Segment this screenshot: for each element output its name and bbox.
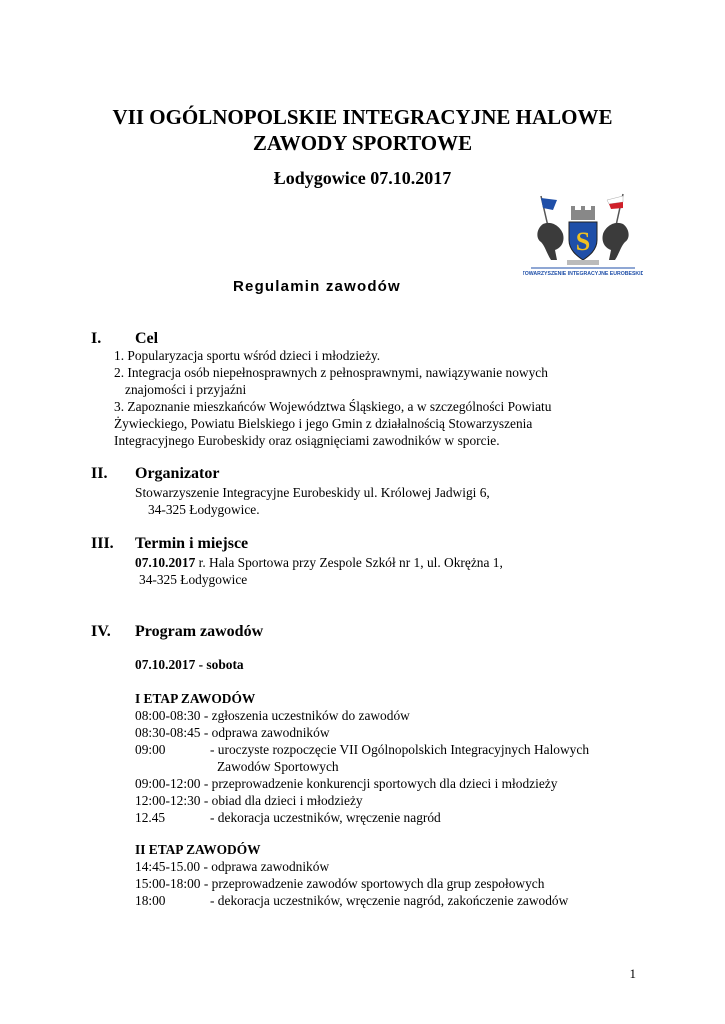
section-number-3: III.	[91, 535, 114, 552]
row-text: - odprawa zawodników	[200, 725, 330, 740]
etap-2-row	[135, 892, 568, 909]
row-text: - odprawa zawodników	[200, 859, 330, 874]
regulamin-heading: Regulamin zawodów	[233, 278, 401, 295]
association-logo	[523, 188, 643, 280]
cel-line-4: 3. Zapoznanie mieszkańców Województwa Śląskiego, a w szczególności Powiatu	[114, 399, 552, 414]
cel-line-3: znajomości i przyjaźni	[125, 382, 247, 397]
termin-line-1	[135, 554, 503, 571]
etap-2-title: II ETAP ZAWODÓW	[135, 842, 261, 857]
etap-1-row-continued: Zawodów Sportowych	[217, 759, 339, 774]
row-time: 15:00-18:00	[135, 876, 201, 891]
etap-1-title: I ETAP ZAWODÓW	[135, 691, 256, 706]
etap-1-row	[135, 707, 410, 724]
row-time: 08:00-08:30	[135, 708, 201, 723]
cel-line-2: 2. Integracja osób niepełnosprawnych z pełnosprawnymi, nawiązywanie nowych	[114, 365, 548, 380]
termin-date: 07.10.2017	[135, 555, 196, 570]
section-number-1: I.	[91, 330, 102, 347]
row-text: - dekoracja uczestników, wręczenie nagród, zakończenie zawodów	[210, 893, 569, 908]
program-day: 07.10.2017 - sobota	[135, 657, 244, 672]
section-title-organizator: Organizator	[135, 465, 220, 482]
row-text: - dekoracja uczestników, wręczenie nagród	[210, 810, 441, 825]
row-text: - przeprowadzenie konkurencji sportowych dla dzieci i młodzieży	[200, 776, 558, 791]
row-text: - uroczyste rozpoczęcie VII Ogólnopolskich Integracyjnych Halowych	[210, 742, 590, 757]
cel-line-5: Żywieckiego, Powiatu Bielskiego i jego Gmin z działalnością Stowarzyszenia	[114, 416, 533, 431]
section-title-program: Program zawodów	[135, 623, 264, 640]
row-time: 08:30-08:45	[135, 725, 201, 740]
row-time: 12.45	[135, 810, 166, 825]
cel-line-1: 1. Popularyzacja sportu wśród dzieci i młodzieży.	[114, 348, 381, 363]
organizator-line-1: Stowarzyszenie Integracyjne Eurobeskidy ul. Królowej Jadwigi 6,	[135, 485, 490, 500]
section-title-cel: Cel	[135, 330, 159, 347]
etap-1-row	[135, 724, 330, 741]
row-time: 09:00-12:00	[135, 776, 201, 791]
termin-line-2: 34-325 Łodygowice	[139, 572, 248, 587]
etap-1-row	[135, 741, 589, 758]
organizator-line-2: 34-325 Łodygowice.	[148, 502, 260, 517]
row-text: - obiad dla dzieci i młodzieży	[200, 793, 363, 808]
section-title-termin: Termin i miejsce	[135, 535, 249, 552]
cel-line-6: Integracyjnego Eurobeskidy oraz osiągnięciami zawodników w sporcie.	[114, 433, 500, 448]
etap-2-row	[135, 875, 544, 892]
logo-caption: STOWARZYSZENIE INTEGRACYJNE EUROBESKIDY	[523, 271, 643, 277]
etap-2-row	[135, 858, 329, 875]
row-time: 18:00	[135, 893, 166, 908]
row-text: - przeprowadzenie zawodów sportowych dla grup zespołowych	[200, 876, 545, 891]
section-number-2: II.	[91, 465, 108, 482]
etap-1-row	[135, 792, 363, 809]
place-date: Łodygowice 07.10.2017	[273, 168, 452, 188]
document-title-line2: ZAWODY SPORTOWE	[252, 131, 473, 155]
section-number-4: IV.	[91, 623, 111, 640]
row-time: 14:45-15.00	[135, 859, 201, 874]
termin-place: r. Hala Sportowa przy Zespole Szkół nr 1, ul. Okrężna 1,	[195, 555, 503, 570]
crest-icon	[523, 188, 643, 280]
etap-1-row	[135, 775, 557, 792]
svg-text:S: S	[575, 227, 591, 256]
page-number: 1	[629, 966, 636, 981]
row-time: 09:00	[135, 742, 166, 757]
document-title-line1: VII OGÓLNOPOLSKIE INTEGRACYJNE HALOWE	[112, 105, 613, 129]
row-time: 12:00-12:30	[135, 793, 201, 808]
row-text: - zgłoszenia uczestników do zawodów	[200, 708, 410, 723]
etap-1-row	[135, 809, 441, 826]
